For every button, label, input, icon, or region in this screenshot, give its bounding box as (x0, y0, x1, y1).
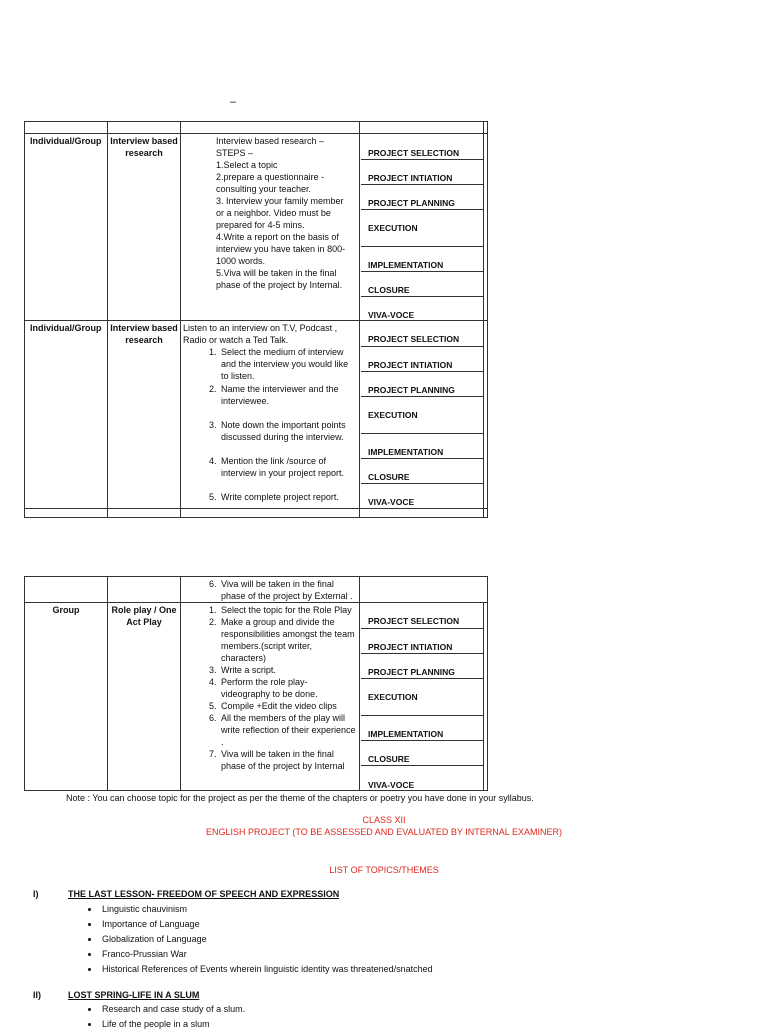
mode-cell: Individual/Group (30, 136, 102, 146)
list-item: 3. Write a script. (219, 664, 357, 676)
project-table-2 (24, 576, 488, 791)
class-heading: CLASS XII (362, 815, 406, 825)
topic-title: THE LAST LESSON- FREEDOM OF SPEECH AND EXPRESSION (68, 889, 340, 899)
list-item: • Linguistic chauvinism (100, 902, 433, 917)
stage-closure: CLOSURE (361, 740, 483, 765)
topic-title: LOST SPRING-LIFE IN A SLUM (68, 990, 200, 1000)
list-item: 1. Select the medium of interview and the interview you would like to listen. (219, 346, 357, 382)
list-item: • Life of the people in a slum (100, 1017, 245, 1032)
list-item: 7. Viva will be taken in the final phase of the project by Internal (219, 748, 357, 772)
stage-project-initiation: PROJECT INTIATION (361, 159, 483, 184)
list-item: 6. Viva will be taken in the final phase of the project by External . (219, 578, 357, 602)
topic-number: II) (33, 990, 41, 1000)
stage-project-planning: PROJECT PLANNING (361, 184, 483, 209)
stage-viva-voce: VIVA-VOCE (361, 765, 483, 791)
steps-cell: Listen to an interview on T.V, Podcast , Radio or watch a Ted Talk. 1. Select the medium of interview and the interview you would like to listen. 2. Name the interviewer and the interviewee. 3. Note down the important points discussed during the interview. 4. Mention the link /source of interview in your project report. 5. Write complete project report. (183, 322, 357, 503)
list-item: • Franco-Prussian War (100, 947, 433, 962)
stage-execution: EXECUTION (361, 209, 483, 246)
list-item: 5. Compile +Edit the video clips (219, 700, 357, 712)
stage-viva-voce: VIVA-VOCE (361, 483, 483, 508)
type-cell: Role play / One Act Play (111, 605, 177, 627)
stage-list (361, 602, 483, 792)
type-cell: Interview based research (110, 323, 178, 345)
list-item: 1. Select the topic for the Role Play (219, 604, 357, 616)
list-item: • Importance of Language (100, 917, 433, 932)
list-item: • Historical References of Events wherein linguistic identity was threatened/snatched (100, 962, 433, 977)
stage-project-selection: PROJECT SELECTION (368, 616, 460, 626)
stage-project-selection: PROJECT SELECTION (361, 133, 483, 158)
stage-project-initiation: PROJECT INTIATION (361, 346, 483, 371)
list-item: 2. Name the interviewer and the interviewee. (219, 383, 357, 407)
syllabus-note: Note : You can choose topic for the project as per the theme of the chapters or poetry you have done in your syllabus. (66, 793, 534, 803)
stage-project-initiation: PROJECT INTIATION (361, 628, 483, 653)
topic-items (84, 902, 433, 977)
stage-implementation: IMPLEMENTATION (361, 246, 483, 271)
list-item: 4. Perform the role play- videography to be done. (219, 676, 357, 700)
stage-closure: CLOSURE (361, 271, 483, 296)
type-cell: Interview based research (110, 136, 178, 158)
stage-project-selection: PROJECT SELECTION (368, 334, 460, 344)
list-item: 6. All the members of the play will write reflection of their experience . (219, 712, 357, 748)
stage-implementation: IMPLEMENTATION (361, 433, 483, 458)
stage-execution: EXECUTION (361, 396, 483, 433)
stray-dash: – (230, 96, 237, 108)
steps-cell (183, 604, 357, 772)
topic-items (84, 1002, 245, 1032)
mode-cell: Group (52, 605, 80, 615)
steps-cell (183, 578, 357, 602)
stage-list (361, 320, 483, 508)
topic-number: I) (33, 889, 39, 899)
stage-project-planning: PROJECT PLANNING (361, 371, 483, 396)
list-item: • Research and case study of a slum. (100, 1002, 245, 1017)
list-item: • Globalization of Language (100, 932, 433, 947)
list-item: 4. Mention the link /source of interview in your project report. (219, 455, 357, 479)
topics-list-title: LIST OF TOPICS/THEMES (329, 865, 439, 875)
mode-cell: Individual/Group (30, 323, 102, 333)
stage-implementation: IMPLEMENTATION (361, 715, 483, 740)
project-table-1 (24, 121, 488, 518)
stage-list (361, 133, 483, 320)
stage-execution: EXECUTION (361, 678, 483, 715)
list-item: 3. Note down the important points discussed during the interview. (219, 419, 357, 443)
stage-project-planning: PROJECT PLANNING (361, 653, 483, 678)
stage-viva-voce: VIVA-VOCE (361, 296, 483, 320)
steps-cell: Interview based research – STEPS – 1.Select a topic 2.prepare a questionnaire - consulting your teacher. 3. Interview your family member or a neighbor. Video must be prepared for 4-5 mins. 4.Write a report on the basis of interview you have taken in 800- 1000 words. 5.Viva will be taken in the final phase of the project by Internal. (216, 136, 346, 290)
stage-closure: CLOSURE (361, 458, 483, 483)
list-item: 2. Make a group and divide the responsibilities amongst the team members.(script writer, characters) (219, 616, 357, 664)
list-item: 5. Write complete project report. (219, 491, 357, 503)
project-heading: ENGLISH PROJECT (TO BE ASSESSED AND EVALUATED BY INTERNAL EXAMINER) (206, 827, 562, 837)
